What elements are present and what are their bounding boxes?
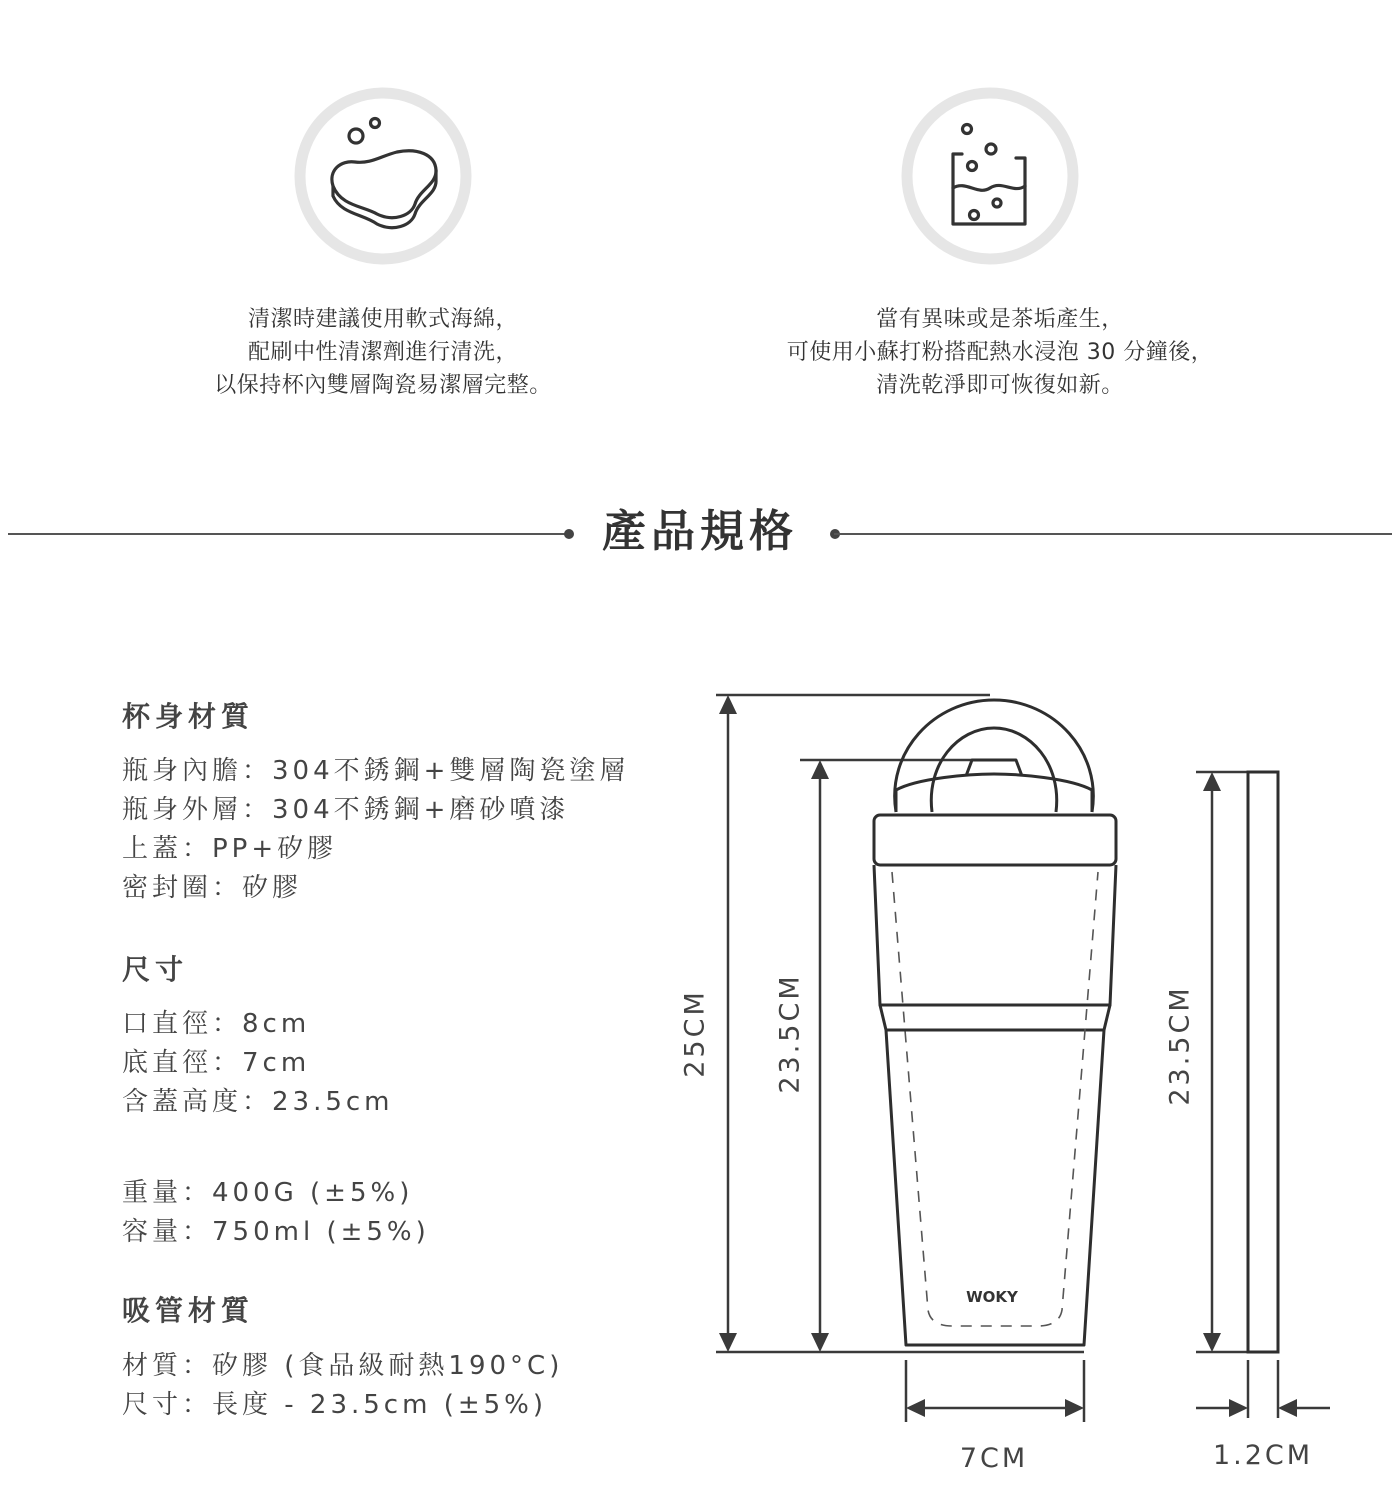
care-line: 清潔時建議使用軟式海綿， [247, 307, 518, 332]
dimension-label-straw-width: 1.2CM [1212, 1440, 1314, 1471]
section-title: 產品規格 [602, 506, 798, 557]
dimension-label-base-width: 7CM [959, 1443, 1029, 1474]
spec-line: 瓶身內膽：304不銹鋼+雙層陶瓷塗層 [122, 756, 630, 786]
lid-handle [895, 700, 1094, 812]
care-line: 可使用小蘇打粉搭配熱水浸泡 30 分鐘後， [786, 340, 1214, 365]
care-line: 清洗乾淨即可恢復如新。 [876, 373, 1124, 398]
spec-heading-size: 尺寸 [122, 953, 189, 986]
arrowhead [1203, 772, 1221, 791]
spec-line: 材質：矽膠 (食品級耐熱190°C) [122, 1351, 564, 1381]
care-line: 以保持杯內雙層陶瓷易潔層完整。 [214, 373, 552, 398]
arrowhead [811, 1333, 829, 1352]
spec-line: 上蓋：PP+矽膠 [122, 834, 338, 864]
upper-body [874, 865, 1116, 1005]
spec-line: 瓶身外層：304不銹鋼+磨砂噴漆 [122, 795, 570, 825]
spec-line: 重量：400G (±5%) [122, 1178, 414, 1208]
spec-heading-straw-material: 吸管材質 [122, 1294, 255, 1327]
brand-mark: WOKY [966, 1288, 1018, 1306]
care-line: 配刷中性清潔劑進行清洗， [247, 340, 518, 365]
lid-band [874, 815, 1116, 865]
arrowhead [1203, 1333, 1221, 1352]
spec-heading-body-material: 杯身材質 [122, 700, 255, 733]
inner-wall-dashed [892, 872, 1098, 1326]
care-line: 當有異味或是茶垢產生， [876, 307, 1124, 332]
spec-line: 口直徑：8cm [122, 1009, 311, 1039]
arrowhead [1278, 1399, 1297, 1417]
spec-line: 容量：750ml (±5%) [122, 1217, 430, 1247]
tumbler-outline [874, 700, 1116, 1345]
dimension-label-total-height: 25CM [679, 989, 711, 1078]
arrowhead [1229, 1399, 1248, 1417]
arrowhead [1065, 1399, 1084, 1417]
spec-line: 尺寸：長度 - 23.5cm (±5%) [122, 1390, 548, 1420]
arrowhead [719, 695, 737, 714]
dimension-label-straw-length: 23.5CM [1164, 985, 1196, 1106]
straw-outline [1248, 772, 1278, 1352]
lid-handle-inner [931, 728, 1056, 812]
lid-top [896, 774, 1092, 812]
spec-line: 密封圈：矽膠 [122, 873, 303, 903]
body-seam-band [880, 1005, 1110, 1030]
spec-line: 底直徑：7cm [122, 1048, 311, 1078]
dimension-label-body-height: 23.5CM [774, 973, 806, 1094]
arrowhead [906, 1399, 925, 1417]
arrowhead [811, 760, 829, 779]
arrowhead [719, 1333, 737, 1352]
spec-line: 含蓋高度：23.5cm [122, 1087, 394, 1117]
